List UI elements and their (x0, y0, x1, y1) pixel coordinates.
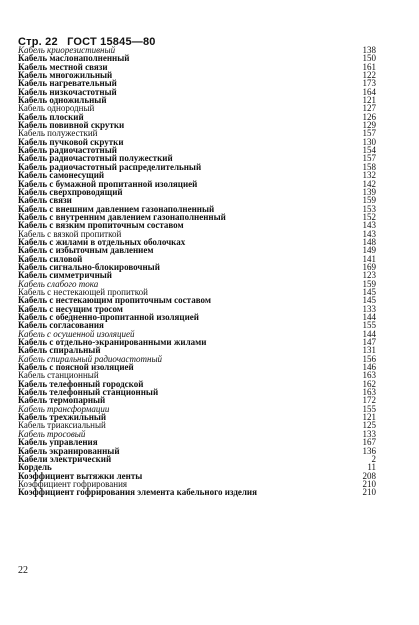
index-term: Кабель спиральный радиочастотный (18, 353, 163, 364)
index-page-ref: 210 (362, 487, 376, 498)
index-term: Кабель с бумажной пропитанной изоляцией (18, 178, 198, 189)
index-term: Кабель плоский (18, 111, 84, 122)
index-term: Кабель тросовый (18, 428, 86, 439)
index-term: Кабель станционный (18, 370, 99, 381)
index-page-ref: 149 (362, 245, 376, 256)
index-page-ref: 131 (362, 345, 376, 356)
index-term: Кабель с обедненно-пропитанной изоляцией (18, 312, 199, 322)
index-term: Кабель телефонный станционный (18, 387, 159, 398)
index-page-ref: 144 (362, 312, 376, 322)
index-page-ref: 208 (362, 470, 376, 481)
index-term: Кабель сверхпроводящий (18, 186, 123, 197)
index-term: Кордель (18, 462, 52, 473)
index-term: Кабель с нестекающим пропиточным составом (18, 295, 211, 306)
index-term: Кабель радиочастотный полужесткий (18, 153, 173, 164)
index-page-ref: 129 (362, 120, 376, 131)
index-term: Кабель с нестекающей пропиткой (18, 286, 148, 297)
index-term: Кабель одножильный (18, 95, 107, 106)
index-term: Коэффициент гофрирования элемента кабельного изделия (18, 487, 257, 498)
index-page-ref: 163 (362, 370, 376, 381)
index-page-ref: 169 (362, 261, 376, 272)
index-term: Кабель с внутренним давлением газонаполненный (18, 211, 226, 222)
index-page-ref: 122 (362, 70, 376, 81)
index-page-ref: 144 (362, 328, 376, 339)
index-page-ref: 167 (362, 437, 376, 448)
index-page-ref: 153 (362, 203, 376, 214)
index-term: Коэффициент вытяжки ленты (18, 470, 143, 481)
index-term: Кабель полужесткий (18, 128, 98, 139)
index-term: Кабель с внешним давлением газонаполненный (18, 203, 215, 214)
index-term: Кабель самонесущий (18, 170, 105, 181)
index-page-ref: 154 (362, 145, 376, 156)
index-term: Кабель с отдельно-экранированными жилами (18, 337, 207, 348)
index-page-ref: 147 (362, 337, 376, 348)
index-page-ref: 145 (362, 295, 376, 306)
index-term: Кабель спиральный (18, 345, 101, 356)
index-page-ref: 127 (362, 103, 376, 114)
index-term: Кабели электрический (18, 453, 112, 464)
index-term: Кабель управления (18, 437, 98, 448)
index-term: Кабель с избыточным давлением (18, 245, 154, 256)
index-page-ref: 157 (362, 128, 376, 139)
index-page-ref: 138 (362, 45, 376, 55)
index-page-ref: 210 (362, 478, 376, 489)
index-entry (18, 455, 376, 463)
index-term: Кабель многожильный (18, 70, 113, 81)
index-page-ref: 145 (362, 286, 376, 297)
index-page-ref: 148 (362, 236, 376, 247)
index-page-ref: 141 (362, 253, 376, 264)
index-page-ref: 150 (362, 53, 376, 64)
index-term: Кабель с вязкой пропиткой (18, 228, 122, 239)
index-page-ref: 121 (362, 412, 376, 423)
index-page-ref: 161 (362, 61, 376, 72)
index-term: Кабель криорезистивный (18, 45, 116, 55)
index-term: Кабель триаксиальный (18, 420, 106, 431)
index-page-ref: 130 (362, 136, 376, 147)
index-term: Кабель низкочастотный (18, 86, 117, 97)
index-term: Кабель радиочастотный (18, 145, 117, 156)
index-page-ref: 155 (362, 403, 376, 414)
index-term: Кабель радиочастотный распределительный (18, 161, 202, 172)
index-term: Кабель трехжильный (18, 412, 107, 423)
index-term: Кабель слабого тока (18, 278, 99, 289)
index-page-ref: 123 (362, 270, 376, 281)
index-term: Кабель сигнально-блокировочный (18, 261, 160, 272)
index-term: Кабель маслонаполненный (18, 53, 130, 64)
index-term: Кабель нагревательный (18, 78, 117, 89)
index-page-ref: 2 (371, 453, 376, 464)
index-term: Кабель с осушенной изоляцией (18, 328, 135, 339)
index-page-ref: 11 (367, 462, 376, 473)
index-page-ref: 172 (362, 395, 376, 406)
index-page-ref: 159 (362, 278, 376, 289)
index-term: Кабель связи (18, 195, 72, 206)
index-page-ref: 136 (362, 445, 376, 456)
index-page-ref: 121 (362, 95, 376, 106)
index-term: Кабель экранированный (18, 445, 120, 456)
index-page-ref: 132 (362, 170, 376, 181)
index-term: Кабель силовой (18, 253, 83, 264)
index-page-ref: 143 (362, 220, 376, 231)
index-term: Кабель с жилами в отдельных оболочках (18, 236, 186, 247)
index-page-ref: 152 (362, 211, 376, 222)
index-term: Кабель местной связи (18, 61, 108, 72)
standard-code: ГОСТ 15845—80 (67, 36, 156, 48)
index-page-ref: 156 (362, 353, 376, 364)
index-page-ref: 159 (362, 195, 376, 206)
index-term: Коэффициент гофрирования (18, 478, 128, 489)
index-page-ref: 162 (362, 378, 376, 389)
index-page-ref: 158 (362, 161, 376, 172)
index-page-ref: 133 (362, 428, 376, 439)
index-page-ref: 164 (362, 86, 376, 97)
index-page-ref: 125 (362, 420, 376, 431)
index-term: Кабель пучковой скрутки (18, 136, 124, 147)
index-term: Кабель термопарный (18, 395, 106, 406)
page-prefix: Стр. 22 (18, 36, 58, 48)
index-entry (18, 488, 376, 496)
index-term: Кабель телефонный городской (18, 378, 144, 389)
index-term: Кабель повивной скрутки (18, 120, 125, 131)
index-term: Кабель трансформации (18, 403, 110, 414)
index-term: Кабель однородный (18, 103, 95, 114)
index-term: Кабель с несущим тросом (18, 303, 123, 314)
index-page-ref: 143 (362, 228, 376, 239)
index-list (18, 46, 376, 497)
index-term: Кабель симметричный (18, 270, 112, 281)
index-term: Кабель с вязким пропиточным составом (18, 220, 184, 231)
index-page-ref: 139 (362, 186, 376, 197)
page-number: 22 (18, 565, 28, 576)
index-page-ref: 173 (362, 78, 376, 89)
index-page-ref: 155 (362, 320, 376, 331)
index-page-ref: 146 (362, 362, 376, 373)
index-page-ref: 157 (362, 153, 376, 164)
index-page-ref: 163 (362, 387, 376, 398)
index-term: Кабель согласования (18, 320, 104, 331)
index-page-ref: 142 (362, 178, 376, 189)
index-page-ref: 133 (362, 303, 376, 314)
index-page-ref: 126 (362, 111, 376, 122)
index-term: Кабель с поясной изоляцией (18, 362, 134, 373)
